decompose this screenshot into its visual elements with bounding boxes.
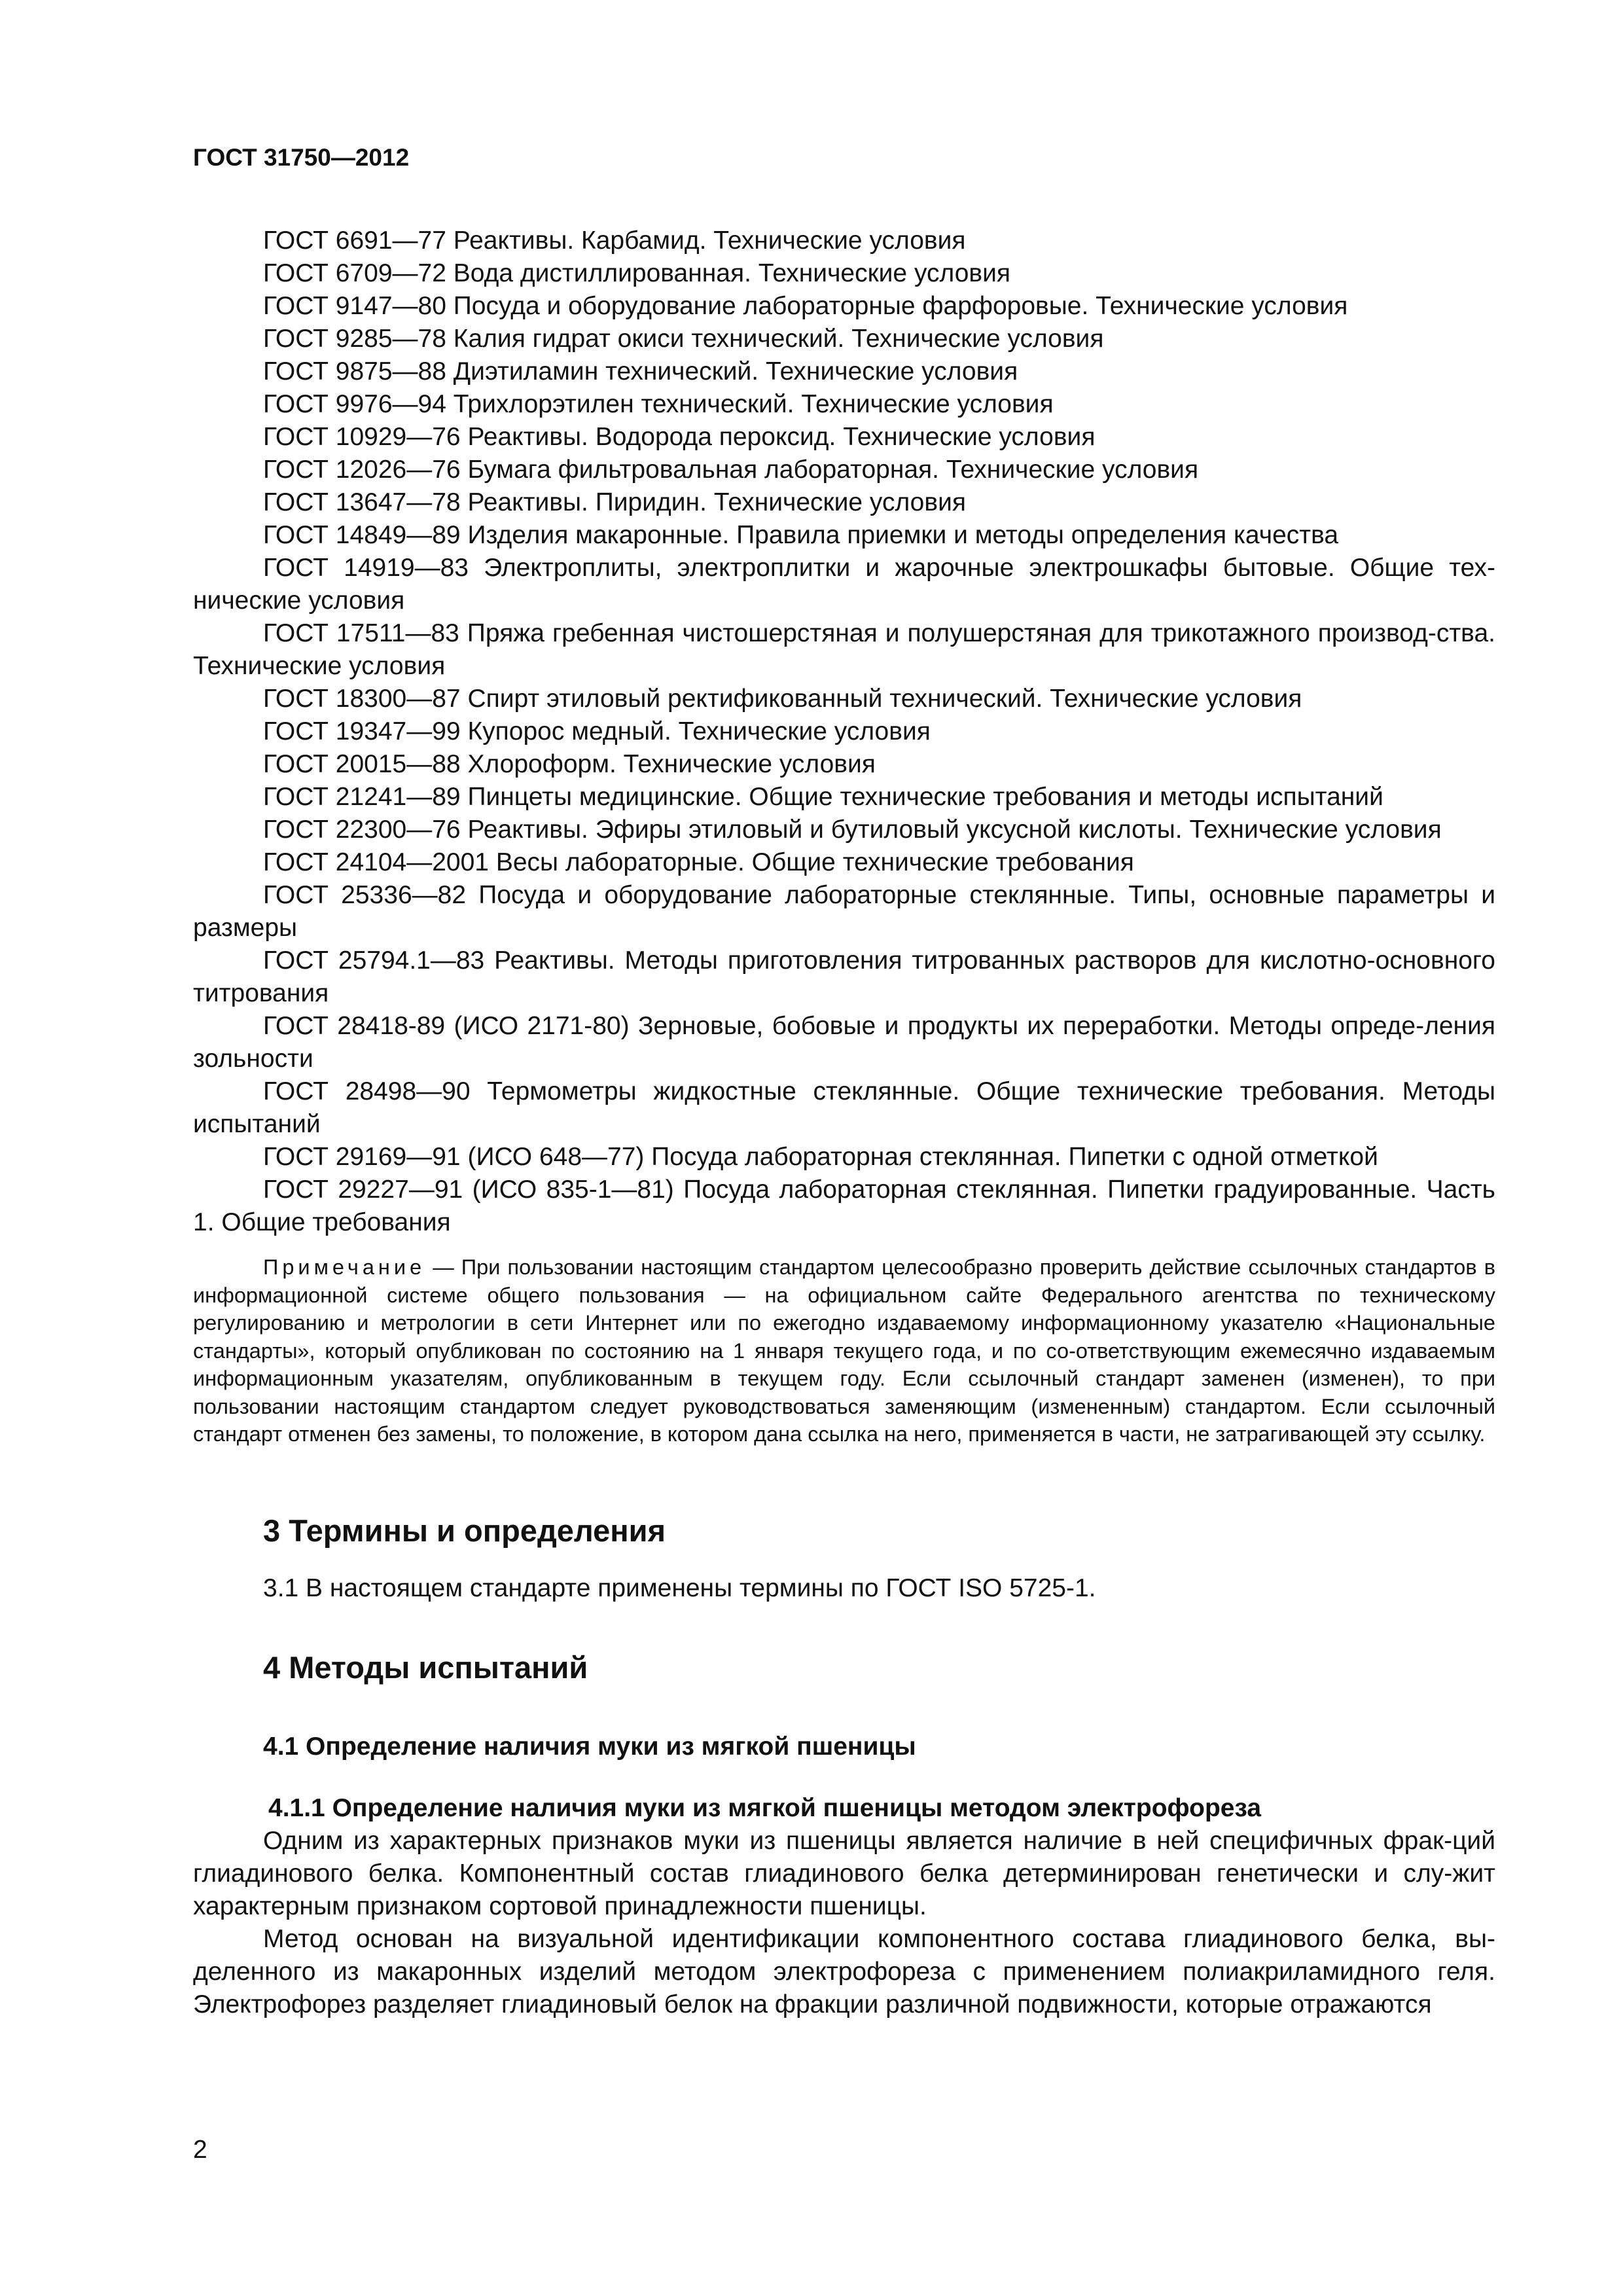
note-label: Примечание xyxy=(263,1255,426,1279)
reference-item: ГОСТ 18300—87 Спирт этиловый ректификованный технический. Технические условия xyxy=(263,685,1302,713)
reference-item: ГОСТ 28418-89 (ИСО 2171-80) Зерновые, бобовые и продукты их переработки. Методы опреде-ления зольности xyxy=(193,1012,1495,1073)
section-3-text: 3.1 В настоящем стандарте применены термины по ГОСТ ISO 5725-1. xyxy=(263,1574,1096,1603)
reference-item: ГОСТ 17511—83 Пряжа гребенная чистошерстяная и полушерстяная для трикотажного производ-ства. Технические условия xyxy=(193,619,1495,680)
reference-item: ГОСТ 14849—89 Изделия макаронные. Правила приемки и методы определения качества xyxy=(263,521,1339,549)
reference-item: ГОСТ 12026—76 Бумага фильтровальная лабораторная. Технические условия xyxy=(263,456,1199,484)
reference-item: ГОСТ 22300—76 Реактивы. Эфиры этиловый и бутиловый уксусной кислоты. Технические условия xyxy=(263,816,1442,844)
subsection-4-1-heading: 4.1 Определение наличия муки из мягкой пшеницы xyxy=(263,1732,916,1761)
reference-item: ГОСТ 21241—89 Пинцеты медицинские. Общие технические требования и методы испытаний xyxy=(263,783,1383,811)
document-header: ГОСТ 31750—2012 xyxy=(193,144,410,171)
page-content xyxy=(193,224,1495,2021)
note-block xyxy=(193,1253,1495,1448)
section-3-heading: 3 Термины и определения xyxy=(263,1513,666,1548)
reference-item: ГОСТ 25794.1—83 Реактивы. Методы приготовления титрованных растворов для кислотно-основного титрования xyxy=(193,946,1495,1007)
reference-item: ГОСТ 9976—94 Трихлорэтилен технический. Технические условия xyxy=(263,390,1054,418)
reference-item: ГОСТ 20015—88 Хлороформ. Технические условия xyxy=(263,750,876,778)
reference-item: ГОСТ 13647—78 Реактивы. Пиридин. Технические условия xyxy=(263,488,966,516)
reference-item: ГОСТ 24104—2001 Весы лабораторные. Общие технические требования xyxy=(263,848,1134,876)
reference-item: ГОСТ 29169—91 (ИСО 648—77) Посуда лабораторная стеклянная. Пипетки с одной отметкой xyxy=(263,1143,1378,1171)
reference-item: ГОСТ 9147—80 Посуда и оборудование лабораторные фарфоровые. Технические условия xyxy=(263,292,1348,320)
note-text: — При пользовании настоящим стандартом целесообразно проверить действие ссылочных стандартов в информационной системе общего пользования — на официальном сайте Федерального агентства по техническому регулированию и метрологии в сети Интернет или по ежегодно издаваемому информационному указателю «Национальные стандарты», который опубликован по состоянию на 1 января текущего года, и по со-ответствующим ежемесячно издаваемым информационным указателям, опубликованным в текущем году. Если ссылочный стандарт заменен (изменен), то при пользовании настоящим стандартом следует руководствоваться заменяющим (измененным) стандартом. Если ссылочный стандарт отменен без замены, то положение, в котором дана ссылка на него, применяется в части, не затрагивающей эту ссылку. xyxy=(193,1255,1495,1446)
reference-item: ГОСТ 10929—76 Реактивы. Водорода пероксид. Технические условия xyxy=(263,423,1096,451)
section-4-heading: 4 Методы испытаний xyxy=(263,1650,588,1685)
normative-references-list xyxy=(193,224,1495,1239)
subsection-4-1-1-heading: 4.1.1 Определение наличия муки из мягкой пшеницы методом электрофореза xyxy=(268,1793,1262,1822)
reference-item: ГОСТ 14919—83 Электроплиты, электроплитки и жарочные электрошкафы бытовые. Общие тех-нические условия xyxy=(193,554,1495,615)
reference-item: ГОСТ 29227—91 (ИСО 835-1—81) Посуда лабораторная стеклянная. Пипетки градуированные. Часть 1. Общие требования xyxy=(193,1175,1495,1236)
body-paragraph: Метод основан на визуальной идентификации компонентного состава глиадинового белка, вы-деленного из макаронных изделий методом электрофореза с применением полиакриламидного геля. Электрофорез разделяет глиадиновый белок на фракции различной подвижности, которые отражаются xyxy=(193,1924,1495,2018)
reference-item: ГОСТ 6709—72 Вода дистиллированная. Технические условия xyxy=(263,259,1011,287)
reference-item: ГОСТ 25336—82 Посуда и оборудование лабораторные стеклянные. Типы, основные параметры и размеры xyxy=(193,881,1495,942)
reference-item: ГОСТ 9875—88 Диэтиламин технический. Технические условия xyxy=(263,357,1018,386)
reference-item: ГОСТ 9285—78 Калия гидрат окиси технический. Технические условия xyxy=(263,325,1104,353)
reference-item: ГОСТ 19347—99 Купорос медный. Технические условия xyxy=(263,717,931,745)
reference-item: ГОСТ 6691—77 Реактивы. Карбамид. Технические условия xyxy=(263,226,966,255)
page-number: 2 xyxy=(193,2136,207,2164)
reference-item: ГОСТ 28498—90 Термометры жидкостные стеклянные. Общие технические требования. Методы испытаний xyxy=(193,1077,1495,1138)
body-paragraph: Одним из характерных признаков муки из пшеницы является наличие в ней специфичных фрак-ций глиадинового белка. Компонентный состав глиадинового белка детерминирован генетически и слу-жит характерным признаком сортовой принадлежности пшеницы. xyxy=(193,1826,1495,1920)
